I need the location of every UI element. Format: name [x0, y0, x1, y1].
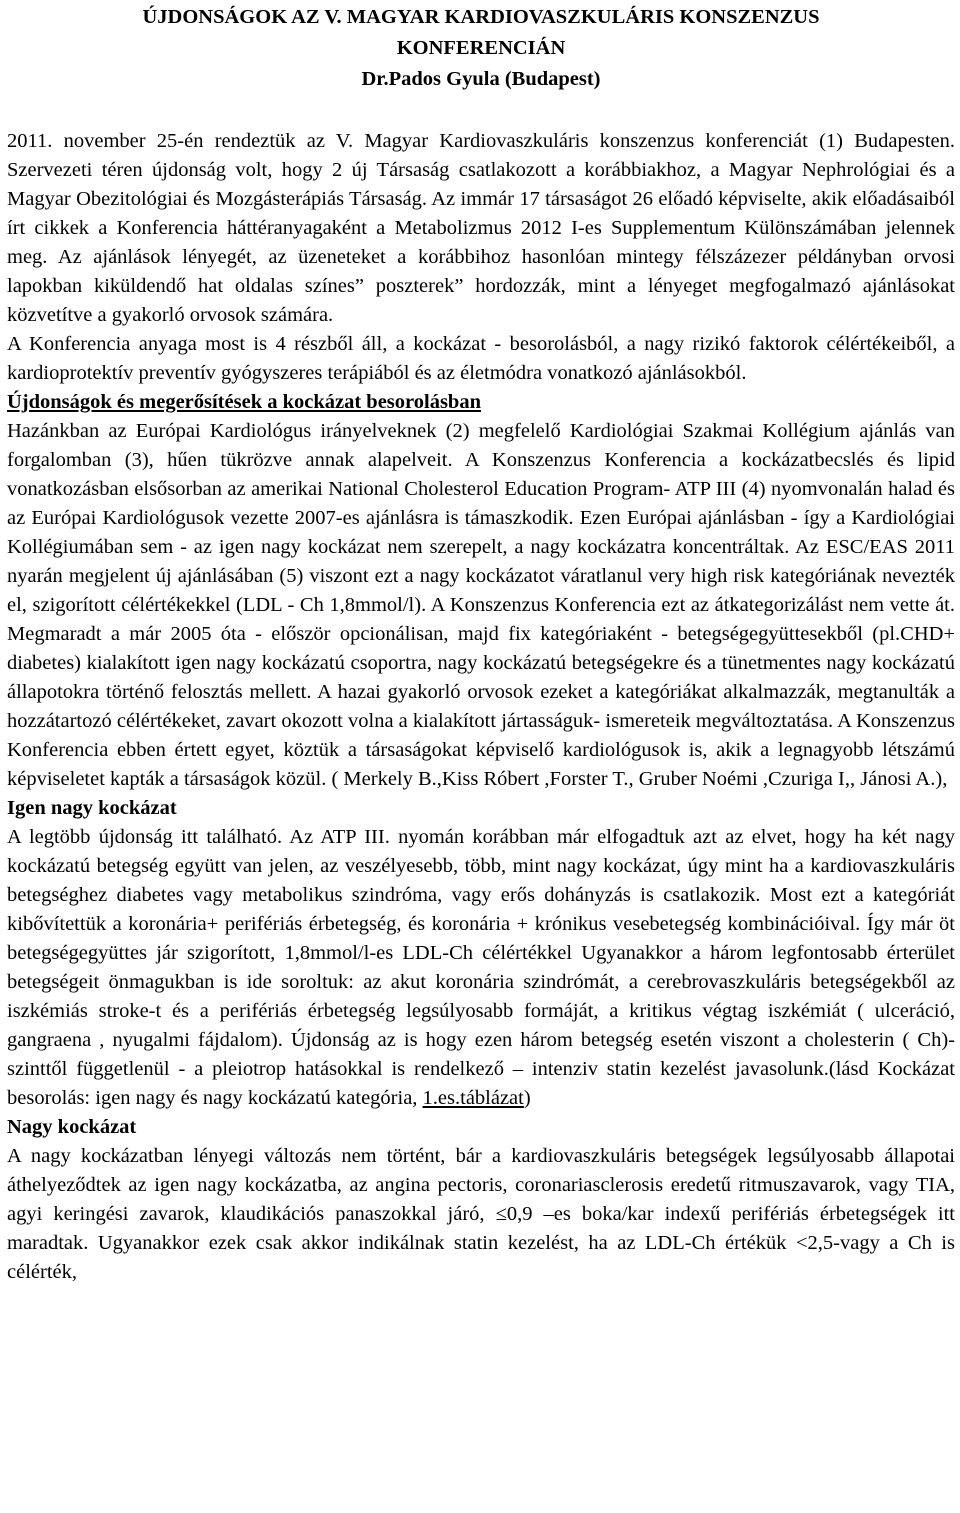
intro-paragraph-2: A Konferencia anyaga most is 4 részből áll, a kockázat - besorolásból, a nagy rizikó faktorok célértékeiből, a kardioprotektív preventív gyógyszeres terápiából és az életmódra vonatkozó ajánlásokból.: [7, 333, 955, 384]
document-author: Dr.Pados Gyula (Budapest): [361, 68, 601, 90]
section-heading-high-risk: Nagy kockázat: [7, 1116, 137, 1138]
section-heading-risk-classification: Újdonságok és megerősítések a kockázat besorolásban: [7, 391, 481, 413]
section-paragraph-risk-classification: Hazánkban az Európai Kardiológus irányelveknek (2) megfelelő Kardiológiai Szakmai Kollégium ajánlás van forgalomban (3), hűen tükrözve annak alapelveit. A Konszenzus Konferencia a kockázatbecslés és lipid vonatkozásban elsősorban az amerikai National Cholesterol Education Program- ATP III (4) nyomvonalán halad és az Európai Kardiológusok vezette 2007-es ajánlásra is támaszkodik. Ezen Európai ajánlásban - így a Kardiológiai Kollégiumában sem - az igen nagy kockázat nem szerepelt, a nagy kockázatra koncentráltak. Az ESC/EAS 2011 nyarán megjelent új ajánlásában (5) viszont ezt a nagy kockázatot váratlanul very high risk kategóriának nevezték el, szigorított célértékekkel (LDL - Ch 1,8mmol/l). A Konszenzus Konferencia ezt az átkategorizálást nem vette át. Megmaradt a már 2005 óta - először opcionálisan, majd fix kategóriaként - betegségegyüttesekből (pl.CHD+ diabetes) kialakított igen nagy kockázatú csoportra, nagy kockázatú betegségekre és a tünetmentes nagy kockázatú állapotokra történő felosztás mellett. A hazai gyakorló orvosok ezeket a kategóriákat alkalmazzák, megtanulták a hozzátartozó célértékeket, zavart okozott volna a kialakított jártasságuk- ismereteik megváltoztatása. A Konszenzus Konferencia ebben értett egyet, köztük a társaságokat képviselő kardiológusok is, akik a legnagyobb létszámú képviseletet kapták a társaságok közül. ( Merkely B.,Kiss Róbert ,Forster T., Gruber Noémi ,Czuriga I,, Jánosi A.),: [7, 420, 955, 790]
table-reference-link[interactable]: 1.es.táblázat: [422, 1087, 524, 1109]
document-title-line-2: KONFERENCIÁN: [396, 37, 566, 59]
document-title-line-1: ÚJDONSÁGOK AZ V. MAGYAR KARDIOVASZKULÁRIS KONSZENZUS: [142, 6, 820, 28]
section-heading-very-high-risk: Igen nagy kockázat: [7, 797, 177, 819]
very-high-risk-text: A legtöbb újdonság itt található. Az ATP III. nyomán korábban már elfogadtuk azt az elvet, hogy ha két nagy kockázatú betegség együtt van jelen, az veszélyesebb, több, mint nagy kockázat, úgy mint ha a kardiovaszkuláris betegséghez diabetes vagy metabolikus szindróma, vagy erős dohányzás is csatlakozik. Most ezt a kategóriát kibővítettük a koronária+ perifériás érbetegség, és koronária + krónikus vesebetegség kombinációival. Így már öt betegségegyüttes jár szigorított, 1,8mmol/l-es LDL-Ch célértékkel Ugyanakkor a három legfontosabb érterület betegségeit önmagukban is ide soroltuk: az akut koronária szindrómát, a cerebrovaszkuláris betegségekből az iszkémiás stroke-t és a perifériás érbetegség legsúlyosabb formáját, a kritikus végtag iszkémiát ( ulceráció, gangraena , nyugalmi fájdalom). Újdonság az is hogy ezen három betegség esetén viszont a cholesterin ( Ch)-szinttől függetlenül - a pleiotrop hatásokkal is rendelkező – intenziv statin kezelést javasolunk.(lásd Kockázat besorolás: igen nagy és nagy kockázatú kategória,: [7, 826, 955, 1109]
section-paragraph-very-high-risk: [7, 823, 955, 1113]
intro-paragraph-1: 2011. november 25-én rendeztük az V. Magyar Kardiovaszkuláris konszenzus konferenciát (1) Budapesten. Szervezeti téren újdonság volt, hogy 2 új Társaság csatlakozott a korábbiakhoz, a Magyar Nephrológiai és a Magyar Obezitológiai és Mozgásterápiás Társaság. Az immár 17 társaságot 26 előadó képviselte, akik előadásaiból írt cikkek a Konferencia háttéranyagaként a Metabolizmus 2012 I-es Supplementum Különszámában jelennek meg. Az ajánlások lényegét, az üzeneteket a korábbihoz hasonlóan mintegy félszázezer példányban orvosi lapokban kiküldendő hat oldalas színes” poszterek” hordozzák, mint a lényeget megfogalmazó ajánlásokat közvetítve a gyakorló orvosok számára.: [7, 130, 955, 326]
section-paragraph-high-risk: A nagy kockázatban lényegi változás nem történt, bár a kardiovaszkuláris betegségek legsúlyosabb állapotai áthelyeződtek az igen nagy kockázatba, az angina pectoris, coronariasclerosis eredetű ritmuszavarok, vagy TIA, agyi keringési zavarok, klaudikációs panaszokkal járó, ≤0,9 –es boka/kar indexű perifériás érbetegségek itt maradtak. Ugyanakkor ezek csak akkor indikálnak statin kezelést, ha az LDL-Ch értékük <2,5-vagy a Ch is célérték,: [7, 1145, 955, 1283]
very-high-risk-text-tail: ): [523, 1087, 531, 1109]
spacer: [7, 95, 955, 127]
